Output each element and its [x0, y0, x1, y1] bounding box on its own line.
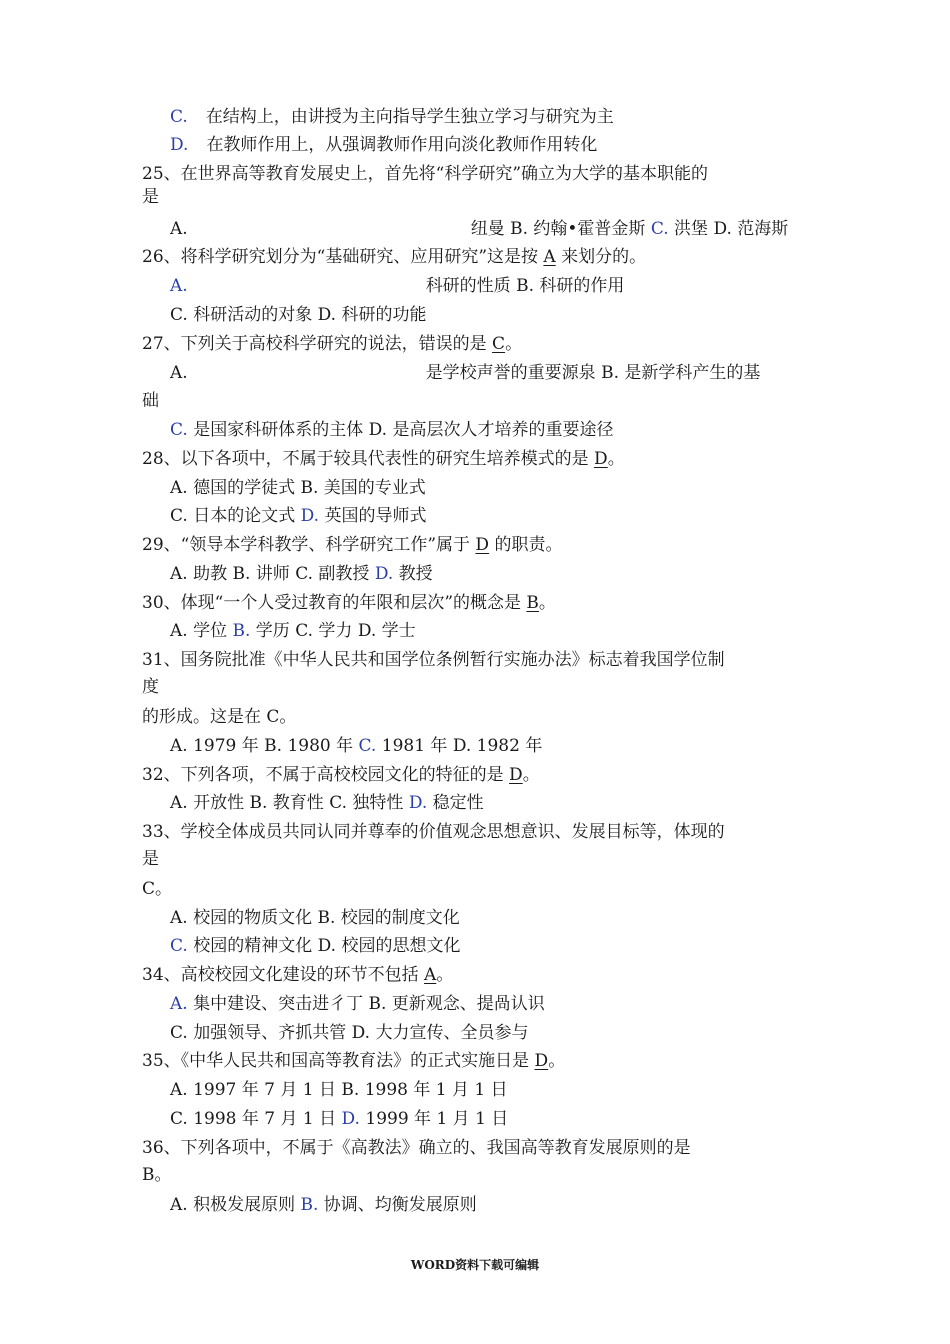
answer-letter: A — [543, 247, 556, 267]
text-run: 26、将科学研究划分为“基础研究、应用研究”这是按 — [142, 247, 544, 267]
text-line — [170, 106, 807, 128]
text-line — [142, 676, 807, 698]
text-run: 英国的导师式 — [319, 506, 427, 526]
text-line — [170, 275, 807, 297]
text-line — [170, 1079, 807, 1101]
text-run: 来划分的。 — [555, 247, 647, 267]
text-run: 科研的性质 B. 科研的作用 — [425, 276, 625, 296]
option-letter: D. — [300, 506, 320, 526]
text-run: 协调、均衡发展原则 — [318, 1195, 477, 1215]
text-run: 27、下列关于高校科学研究的说法，错误的是 — [142, 334, 493, 354]
text-run: B。 — [142, 1165, 172, 1185]
text-line — [142, 706, 807, 728]
option-letter: C. — [170, 936, 188, 956]
text-line — [170, 505, 807, 527]
text-run: 在结构上，由讲授为主向指导学生独立学习与研究为主 — [205, 107, 614, 127]
text-run: 。 — [538, 593, 556, 613]
text-line — [142, 592, 807, 614]
text-line — [142, 764, 807, 786]
text-run: 是 — [142, 187, 159, 207]
text-run: 25、在世界高等教育发展史上，首先将“科学研究”确立为大学的基本职能的 — [142, 164, 709, 184]
text-run: 校园的精神文化 D. 校园的思想文化 — [187, 936, 461, 956]
text-run: 础 — [142, 391, 159, 411]
answer-letter: C — [492, 334, 506, 354]
text-run: 30、体现“一个人受过教育的年限和层次”的概念是 — [142, 593, 527, 613]
answer-letter: B — [526, 593, 539, 613]
text-run: A. 1979 年 B. 1980 年 — [170, 736, 359, 756]
text-line — [142, 246, 807, 268]
text-run: 是 — [142, 849, 159, 869]
option-letter: B. — [232, 621, 251, 641]
text-run: A. 学位 — [170, 621, 233, 641]
text-run: 35、《中华人民共和国高等教育法》的正式实施日是 — [142, 1051, 535, 1071]
text-line — [170, 362, 807, 384]
text-run: 1999 年 1 月 1 日 — [359, 1109, 509, 1129]
option-letter: C. — [170, 420, 188, 440]
text-line — [142, 186, 807, 208]
text-line — [142, 390, 807, 412]
text-run: A. 积极发展原则 — [170, 1195, 301, 1215]
option-letter: D. — [374, 564, 394, 584]
answer-letter: D — [509, 765, 523, 785]
text-run: 。 — [607, 449, 625, 469]
text-run: 纽曼 B. 约翰•霍普金斯 — [470, 219, 651, 239]
text-run: 稳定性 — [427, 793, 484, 813]
text-run: 。 — [505, 334, 523, 354]
text-run: 是学校声誉的重要源泉 B. 是新学科产生的基 — [425, 363, 761, 383]
text-line — [170, 304, 807, 326]
text-run: 。 — [548, 1051, 566, 1071]
text-run: C. 1998 年 7 月 1 日 — [170, 1109, 342, 1129]
option-letter: D. — [408, 793, 428, 813]
text-run: A. 德国的学徒式 B. 美国的专业式 — [170, 478, 426, 498]
text-run: 的职责。 — [489, 535, 563, 555]
text-run: 集中建设、突击进彳丁 B. 更新观念、提咼认识 — [187, 994, 545, 1014]
text-line — [142, 1137, 807, 1159]
text-line — [142, 848, 807, 870]
text-run: 在教师作用上，从强调教师作用向淡化教师作用转化 — [206, 135, 598, 155]
text-run: 36、下列各项中，不属于《高教法》确立的、我国高等教育发展原则的是 — [142, 1138, 691, 1158]
answer-letter: D — [594, 449, 608, 469]
text-line — [170, 935, 807, 957]
text-line — [170, 134, 807, 156]
option-letter: A. — [170, 276, 188, 296]
option-letter: D. — [170, 135, 189, 155]
text-run: 29、“领导本学科教学、科学研究工作”属于 — [142, 535, 476, 555]
text-run: A. 助教 B. 讲师 C. 副教授 — [170, 564, 375, 584]
answer-letter: A — [424, 965, 437, 985]
text-line — [142, 163, 807, 185]
text-line — [170, 477, 807, 499]
text-run: 1981 年 D. 1982 年 — [376, 736, 543, 756]
text-run: A. — [170, 363, 188, 383]
text-run: 学历 C. 学力 D. 学士 — [250, 621, 416, 641]
text-run: A. — [170, 219, 188, 239]
text-run: 是国家科研体系的主体 D. 是高层次人才培养的重要途径 — [187, 420, 614, 440]
text-run: A. 1997 年 7 月 1 日 B. 1998 年 1 月 1 日 — [170, 1080, 508, 1100]
text-line — [142, 1050, 807, 1072]
text-line — [170, 735, 807, 757]
text-line — [170, 419, 807, 441]
text-line — [142, 534, 807, 556]
text-line — [142, 964, 807, 986]
text-run: 28、以下各项中，不属于较具代表性的研究生培养模式的是 — [142, 449, 595, 469]
text-line — [170, 1022, 807, 1044]
text-run: 31、国务院批准《中华人民共和国学位条例暂行实施办法》标志着我国学位制 — [142, 650, 725, 670]
text-run: 教授 — [393, 564, 433, 584]
text-run: C。 — [142, 879, 173, 899]
text-line — [142, 878, 807, 900]
option-letter: D. — [341, 1109, 360, 1129]
text-line — [142, 821, 807, 843]
option-letter: C. — [170, 107, 188, 127]
text-line — [142, 1164, 807, 1186]
text-run: 洪堡 D. 范海斯 — [668, 219, 789, 239]
text-run: C. 日本的论文式 — [170, 506, 301, 526]
text-run: 32、下列各项，不属于高校校园文化的特征的是 — [142, 765, 510, 785]
text-run: 34、高校校园文化建设的环节不包括 — [142, 965, 425, 985]
text-run: A. 开放性 B. 教育性 C. 独特性 — [170, 793, 409, 813]
text-line — [170, 792, 807, 814]
option-letter: B. — [300, 1195, 319, 1215]
text-line — [170, 1108, 807, 1130]
text-run: 度 — [142, 677, 159, 697]
text-run: C. 加强领导、齐抓共管 D. 大力宣传、全员参与 — [170, 1023, 529, 1043]
text-line — [170, 907, 807, 929]
text-line — [142, 333, 807, 355]
text-line — [170, 993, 807, 1015]
text-run: 。 — [522, 765, 540, 785]
option-letter: C. — [358, 736, 377, 756]
text-run: 。 — [436, 965, 454, 985]
text-line — [142, 649, 807, 671]
page-footer: WORD资料下载可编辑 — [410, 1258, 540, 1272]
text-line — [170, 563, 807, 585]
text-run: 的形成。这是在 C。 — [142, 707, 297, 727]
option-letter: C. — [650, 219, 669, 239]
answer-letter: D — [534, 1051, 549, 1071]
text-line — [170, 218, 807, 240]
text-line — [142, 448, 807, 470]
answer-letter: D — [475, 535, 490, 555]
text-line — [170, 1194, 807, 1216]
text-run: 33、学校全体成员共同认同并尊奉的价值观念思想意识、发展目标等，体现的 — [142, 822, 725, 842]
text-run: C. 科研活动的对象 D. 科研的功能 — [170, 305, 427, 325]
text-line — [170, 620, 807, 642]
option-letter: A. — [170, 994, 188, 1014]
text-run: A. 校园的物质文化 B. 校园的制度文化 — [170, 908, 460, 928]
